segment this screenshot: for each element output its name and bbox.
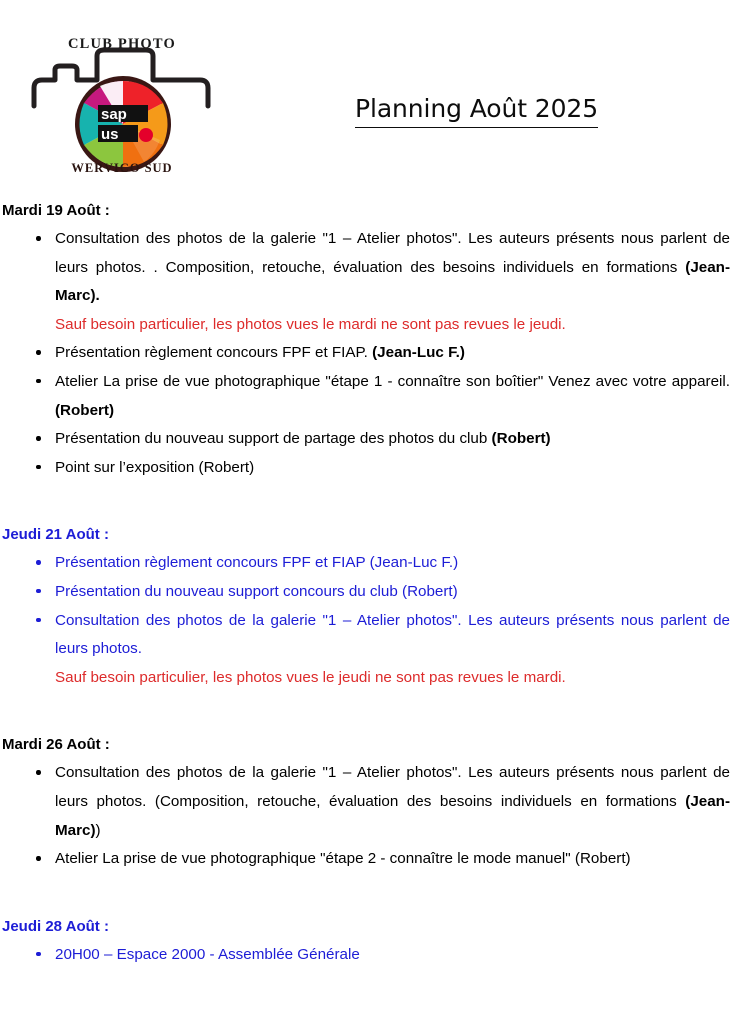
agenda-item-emphasis: (Robert) xyxy=(491,430,551,448)
note-text: Sauf besoin particulier, les photos vues le jeudi ne sont pas revues le mardi. xyxy=(55,668,566,686)
agenda-item-plain: Consultation des photos de la galerie "1 – Atelier photos". Les auteurs présents nous parlent de leurs photos. xyxy=(55,611,730,658)
agenda-item-emphasis: (Robert) xyxy=(55,401,115,419)
agenda-item-plain: 20H00 – Espace 2000 - Assemblée Générale xyxy=(55,945,360,963)
agenda-item-text xyxy=(55,459,254,476)
agenda-item-text xyxy=(55,583,458,600)
section-spacer xyxy=(0,692,748,734)
agenda-item-text xyxy=(55,344,465,361)
section-heading: Jeudi 28 Août : xyxy=(2,917,109,935)
schedule-section xyxy=(0,916,748,970)
agenda-item-emphasis: (Jean-Marc). xyxy=(55,258,730,305)
bullet-icon xyxy=(36,770,41,775)
agenda-item xyxy=(0,941,748,970)
document-body xyxy=(0,200,748,969)
agenda-item-plain: Atelier La prise de vue photographique "étape 1 - connaître son boîtier" Venez avec votre appareil. xyxy=(55,372,730,390)
bullet-icon xyxy=(36,618,41,623)
agenda-item-plain: Présentation règlement concours FPF et FIAP. xyxy=(55,344,373,362)
agenda-item xyxy=(0,339,748,368)
agenda-item-plain: Atelier La prise de vue photographique "étape 2 - connaître le mode manuel" (Robert) xyxy=(55,850,631,868)
agenda-item-emphasis: (Jean-Marc) xyxy=(55,792,730,839)
agenda-item-text xyxy=(55,946,360,963)
agenda-item-plain: Consultation des photos de la galerie "1 – Atelier photos". Les auteurs présents nous parlent de leurs photos. . Composition, retouche, évaluation des besoins individuels en formations xyxy=(55,230,730,276)
club-photo-logo xyxy=(22,28,222,188)
aperture-blades-icon xyxy=(80,81,168,167)
bullet-icon xyxy=(36,465,41,470)
bullet-icon xyxy=(36,589,41,594)
schedule-section xyxy=(0,734,748,873)
agenda-item xyxy=(0,845,748,874)
agenda-item-plain: Point sur l’exposition (Robert) xyxy=(55,458,255,476)
agenda-item-plain: Présentation du nouveau support de partage des photos du club xyxy=(55,430,492,448)
bullet-icon xyxy=(36,856,41,861)
schedule-section xyxy=(0,524,748,692)
section-heading: Mardi 26 Août : xyxy=(2,736,110,754)
page-title: Planning Août 2025 xyxy=(355,95,598,128)
logo-top-text: CLUB PHOTO xyxy=(67,36,176,52)
agenda-item xyxy=(0,425,748,454)
agenda-item xyxy=(0,578,748,607)
agenda-list xyxy=(0,759,748,873)
agenda-item-plain: Présentation du nouveau support concours du club (Robert) xyxy=(55,582,458,600)
svg-text:us: us xyxy=(101,126,119,143)
agenda-list xyxy=(0,941,748,970)
sections-container xyxy=(0,200,748,969)
agenda-item-emphasis: (Jean-Luc F.) xyxy=(372,344,465,362)
note-text: Sauf besoin particulier, les photos vues le mardi ne sont pas revues le jeudi. xyxy=(55,315,566,333)
agenda-item-text xyxy=(55,612,730,658)
agenda-item-plain: ) xyxy=(95,821,101,839)
bullet-icon xyxy=(36,379,41,384)
svg-text:sap: sap xyxy=(101,106,127,123)
agenda-item-text xyxy=(55,430,551,447)
agenda-item-text xyxy=(55,554,458,571)
agenda-item-text xyxy=(55,764,730,838)
agenda-item xyxy=(0,454,748,483)
logo-red-dot xyxy=(139,128,153,142)
section-spacer xyxy=(0,874,748,916)
schedule-section xyxy=(0,200,748,482)
agenda-item xyxy=(0,607,748,664)
section-heading: Mardi 19 Août : xyxy=(2,202,110,219)
section-heading: Jeudi 21 Août : xyxy=(2,526,109,544)
agenda-item xyxy=(0,759,748,845)
agenda-item-text xyxy=(55,373,730,419)
agenda-item-text xyxy=(55,230,730,304)
bullet-icon xyxy=(36,952,41,957)
bullet-icon xyxy=(36,436,41,441)
bullet-icon xyxy=(36,350,41,355)
bullet-icon xyxy=(36,560,41,565)
document-header xyxy=(0,0,748,200)
agenda-list xyxy=(0,225,748,482)
agenda-list xyxy=(0,549,748,692)
agenda-item xyxy=(0,225,748,311)
agenda-item xyxy=(0,549,748,578)
agenda-item-plain: Consultation des photos de la galerie "1 – Atelier photos". Les auteurs présents nous parlent de leurs photos. (Composition, retouche, évaluation des besoins individuels en formations xyxy=(55,764,730,810)
logo-bottom-text: WERVICO SUD xyxy=(71,161,173,175)
agenda-item-plain: Présentation règlement concours FPF et FIAP (Jean-Luc F.) xyxy=(55,554,459,572)
bullet-icon xyxy=(36,236,41,241)
agenda-item-text xyxy=(55,850,631,867)
section-spacer xyxy=(0,482,748,524)
agenda-item xyxy=(0,368,748,425)
